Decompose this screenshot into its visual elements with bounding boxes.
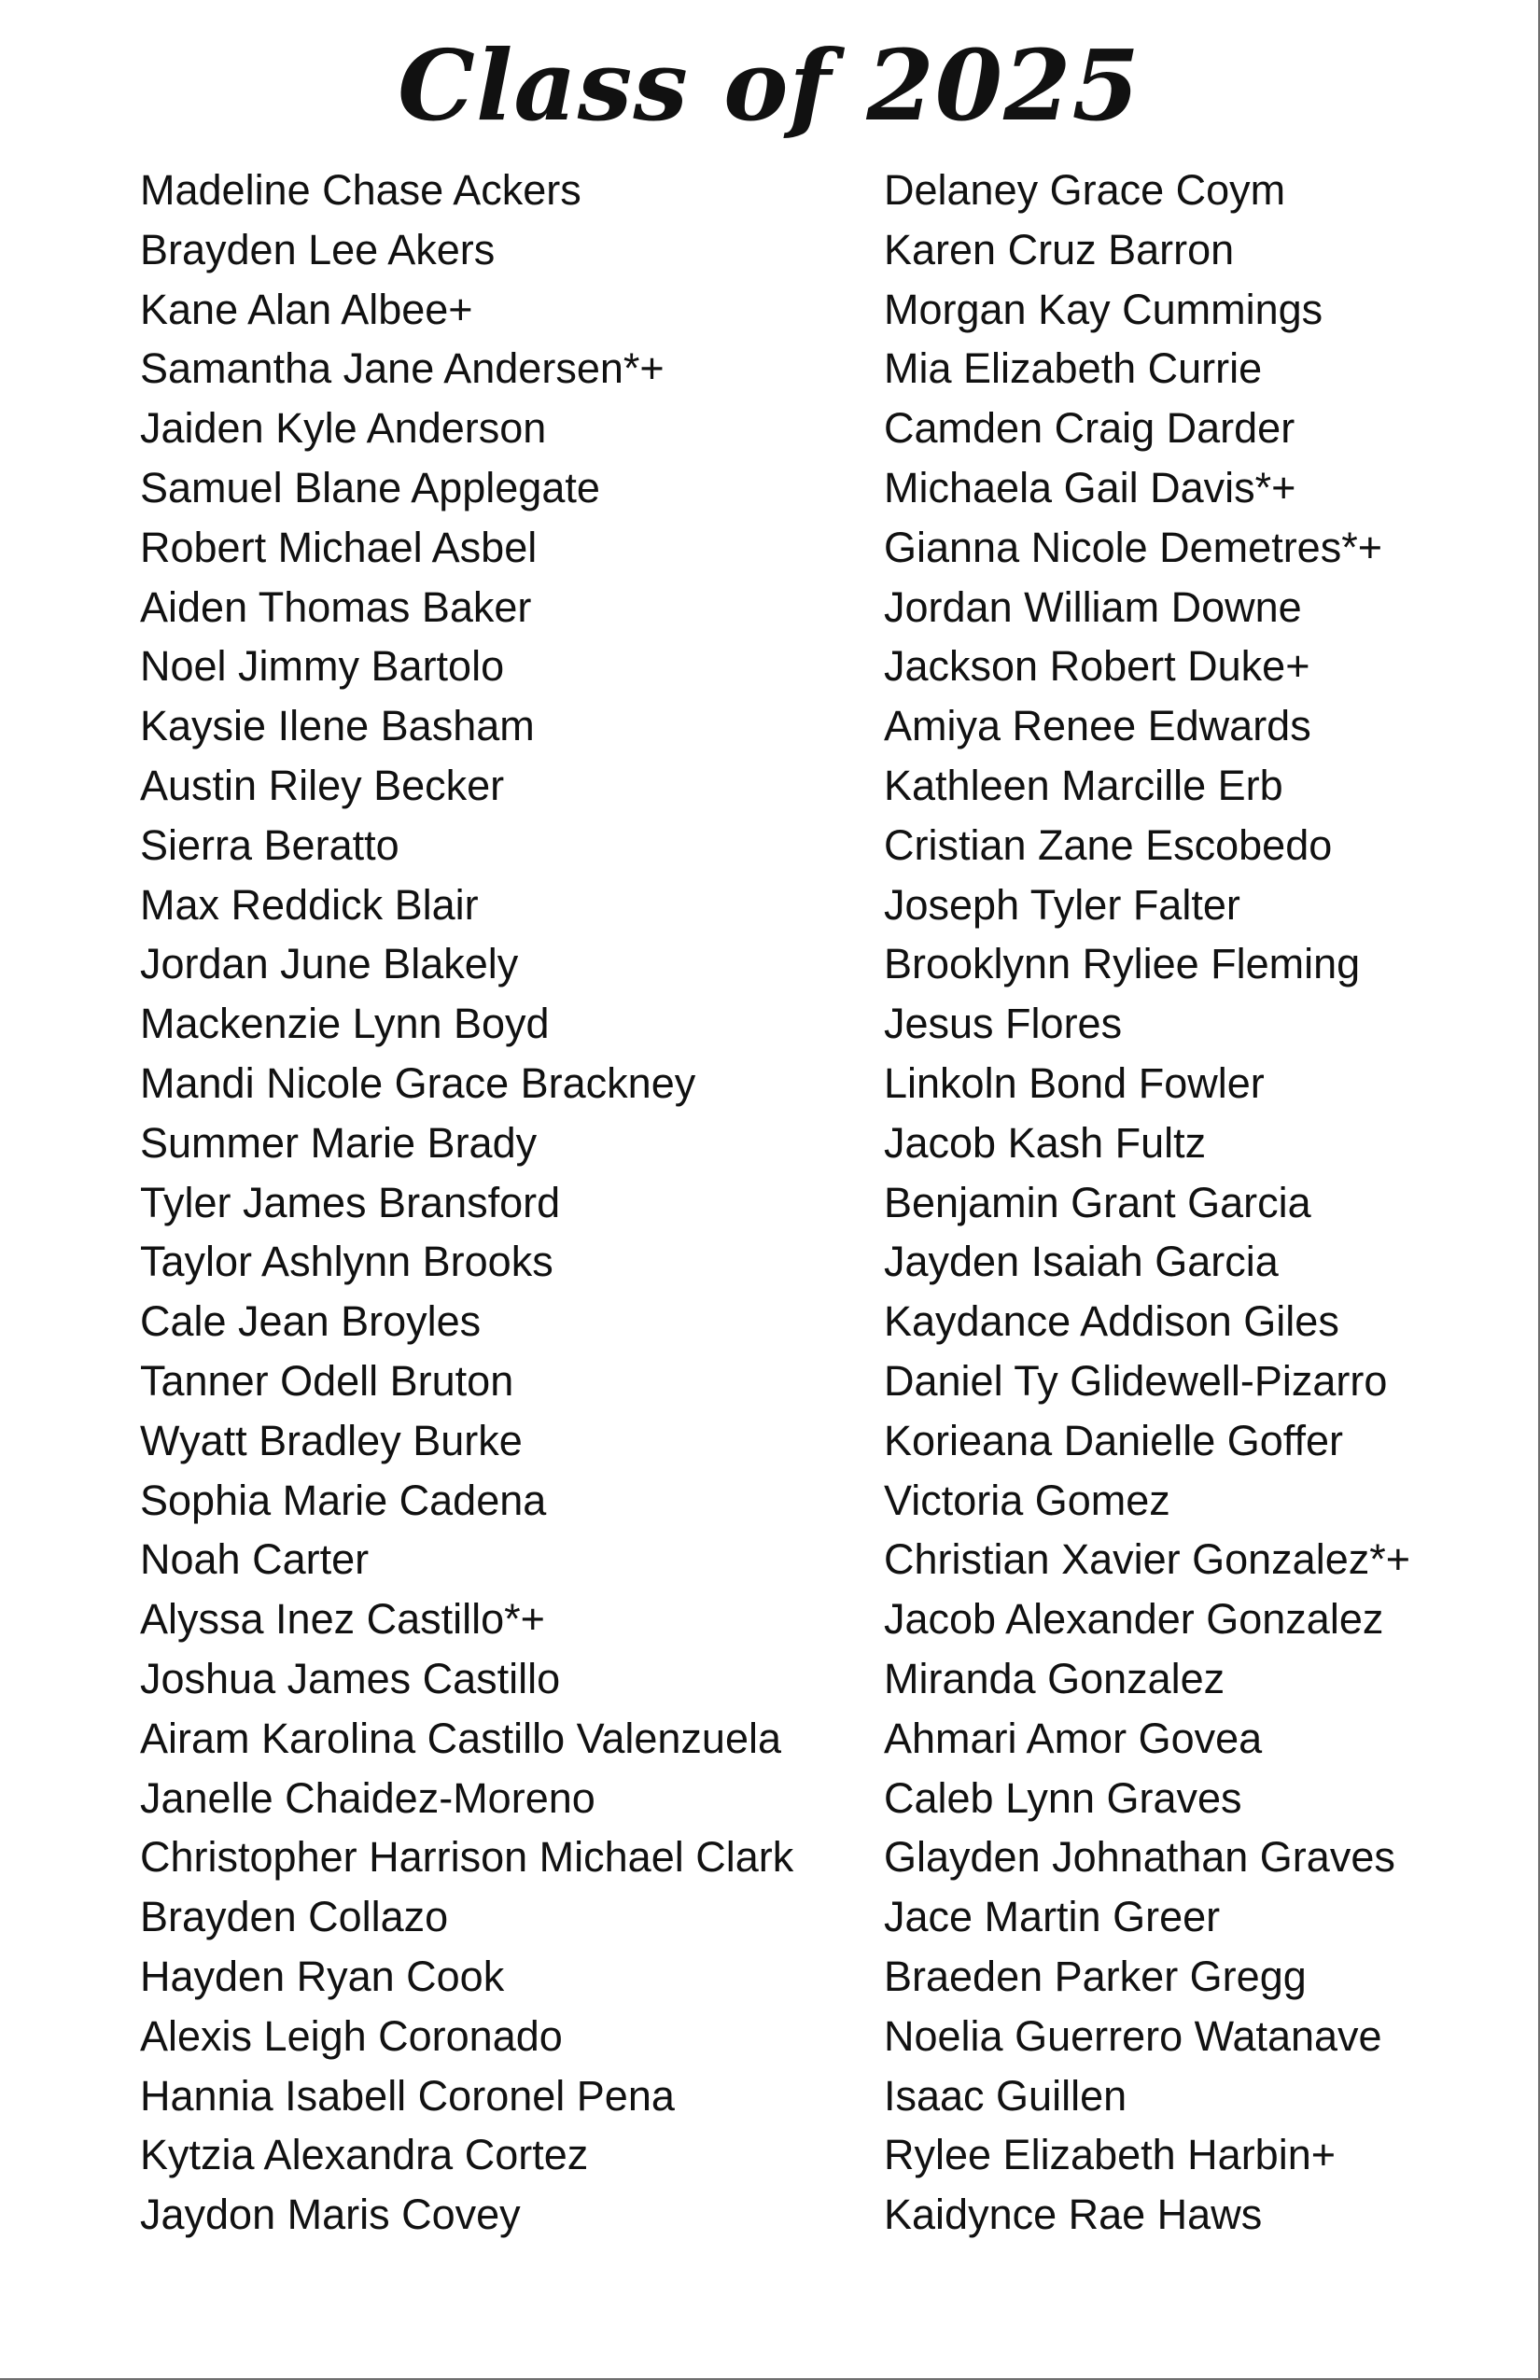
graduate-name: Cristian Zane Escobedo — [884, 820, 1333, 869]
graduate-name: Brayden Collazo — [140, 1893, 449, 1941]
graduate-name: Daniel Ty Glidewell-Pizarro — [884, 1356, 1388, 1405]
graduate-name: Linkoln Bond Fowler — [884, 1058, 1265, 1107]
graduate-name: Summer Marie Brady — [140, 1118, 538, 1167]
graduate-name: Rylee Elizabeth Harbin+ — [884, 2131, 1337, 2179]
graduate-name: Hannia Isabell Coronel Pena — [140, 2071, 675, 2120]
graduate-name: Jace Martin Greer — [884, 1893, 1221, 1941]
graduate-name: Gianna Nicole Demetres*+ — [884, 523, 1383, 571]
graduate-name: Jordan William Downe — [884, 582, 1302, 631]
graduate-name: Samuel Blane Applegate — [140, 463, 600, 511]
graduate-name: Wyatt Bradley Burke — [140, 1416, 523, 1464]
graduate-name: Cale Jean Broyles — [140, 1297, 482, 1346]
graduate-name: Jesus Flores — [884, 1000, 1123, 1048]
graduate-name: Austin Riley Becker — [140, 761, 505, 809]
graduate-name: Karen Cruz Barron — [884, 225, 1235, 273]
graduate-name: Victoria Gomez — [884, 1476, 1170, 1524]
graduate-name: Kytzia Alexandra Cortez — [140, 2131, 589, 2179]
graduate-name: Sierra Beratto — [140, 820, 399, 869]
graduate-name: Noah Carter — [140, 1535, 370, 1584]
graduate-name: Janelle Chaidez-Moreno — [140, 1773, 595, 1822]
graduate-name: Noelia Guerrero Watanave — [884, 2011, 1382, 2060]
graduate-name: Isaac Guillen — [884, 2071, 1127, 2120]
graduate-name: Aiden Thomas Baker — [140, 582, 532, 631]
graduate-name: Miranda Gonzalez — [884, 1654, 1225, 1702]
graduate-name: Joshua James Castillo — [140, 1654, 561, 1702]
graduate-name: Tanner Odell Bruton — [140, 1356, 514, 1405]
graduate-name: Ahmari Amor Govea — [884, 1714, 1263, 1762]
names-column-left — [140, 161, 849, 2245]
graduate-name: Mackenzie Lynn Boyd — [140, 1000, 550, 1048]
graduate-name: Noel Jimmy Bartolo — [140, 642, 505, 691]
graduate-name: Michaela Gail Davis*+ — [884, 463, 1296, 511]
graduate-name: Jaiden Kyle Anderson — [140, 404, 547, 453]
graduate-name: Madeline Chase Ackers — [140, 166, 581, 214]
graduate-name: Jacob Kash Fultz — [884, 1118, 1207, 1167]
graduate-name: Camden Craig Darder — [884, 404, 1295, 453]
graduate-name: Joseph Tyler Falter — [884, 880, 1240, 929]
graduate-name: Jordan June Blakely — [140, 940, 519, 988]
graduate-name: Taylor Ashlynn Brooks — [140, 1238, 553, 1286]
graduate-name: Mandi Nicole Grace Brackney — [140, 1058, 696, 1107]
graduate-name: Braeden Parker Gregg — [884, 1952, 1307, 2000]
graduate-name: Christian Xavier Gonzalez*+ — [884, 1535, 1411, 1584]
graduate-name: Brooklynn Ryliee Fleming — [884, 940, 1361, 988]
graduate-name: Benjamin Grant Garcia — [884, 1178, 1311, 1226]
graduate-name: Kane Alan Albee+ — [140, 285, 473, 333]
graduate-name: Jacob Alexander Gonzalez — [884, 1595, 1384, 1644]
graduate-name: Korieana Danielle Goffer — [884, 1416, 1343, 1464]
graduate-name: Kaydance Addison Giles — [884, 1297, 1339, 1346]
graduate-name: Kaysie Ilene Basham — [140, 702, 535, 750]
graduate-name: Amiya Renee Edwards — [884, 702, 1311, 750]
graduate-name: Tyler James Bransford — [140, 1178, 561, 1226]
graduate-name: Hayden Ryan Cook — [140, 1952, 505, 2000]
graduate-name: Jaydon Maris Covey — [140, 2191, 521, 2239]
graduate-name: Jayden Isaiah Garcia — [884, 1238, 1279, 1286]
graduate-name: Alexis Leigh Coronado — [140, 2011, 563, 2060]
graduate-name: Brayden Lee Akers — [140, 225, 496, 273]
graduate-name: Morgan Kay Cummings — [884, 285, 1323, 333]
graduate-name: Sophia Marie Cadena — [140, 1476, 547, 1524]
graduate-name: Airam Karolina Castillo Valenzuela — [140, 1714, 781, 1762]
graduate-name: Jackson Robert Duke+ — [884, 642, 1310, 691]
graduate-name: Max Reddick Blair — [140, 880, 479, 929]
graduate-name: Glayden Johnathan Graves — [884, 1833, 1395, 1882]
names-column-right — [884, 161, 1528, 2245]
graduate-name: Mia Elizabeth Currie — [884, 344, 1263, 393]
graduate-name: Robert Michael Asbel — [140, 523, 538, 571]
graduate-name: Alyssa Inez Castillo*+ — [140, 1595, 545, 1644]
graduate-name: Samantha Jane Andersen*+ — [140, 344, 665, 393]
page-title: Class of 2025 — [398, 28, 1141, 143]
graduate-name: Delaney Grace Coym — [884, 166, 1286, 214]
graduate-name: Caleb Lynn Graves — [884, 1773, 1242, 1822]
graduate-name: Kaidynce Rae Haws — [884, 2191, 1263, 2239]
graduate-name: Kathleen Marcille Erb — [884, 761, 1283, 809]
graduate-name: Christopher Harrison Michael Clark — [140, 1833, 794, 1882]
